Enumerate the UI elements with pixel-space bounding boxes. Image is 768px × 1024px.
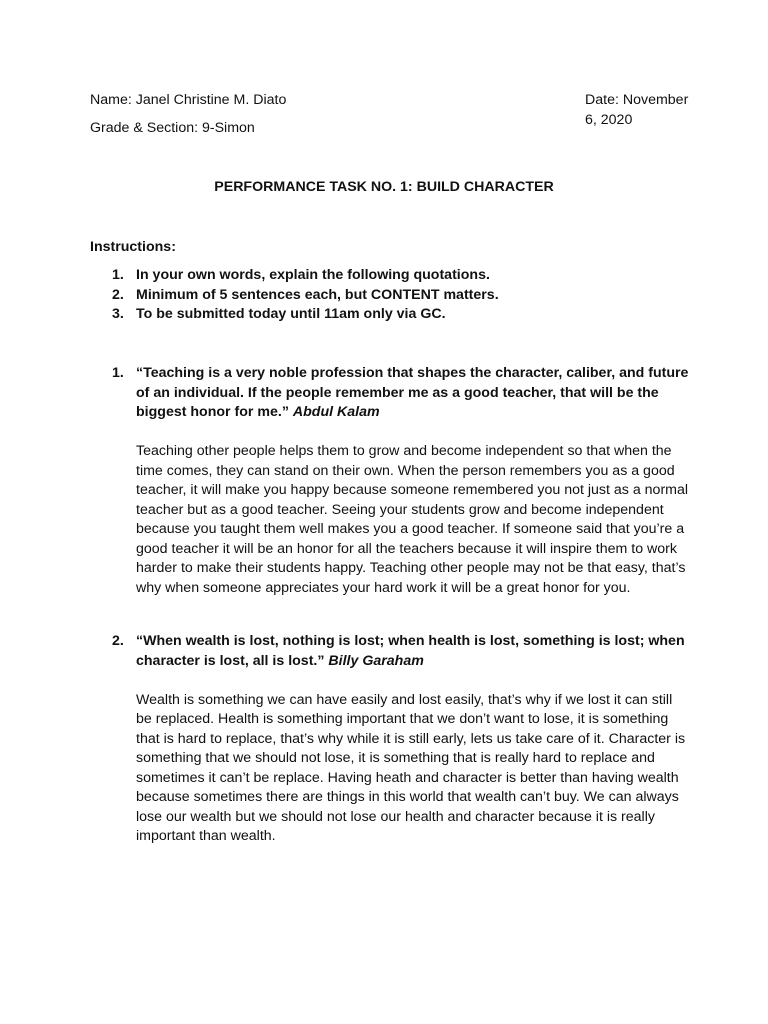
quote-author: Abdul Kalam xyxy=(292,404,380,420)
quote-text: “Teaching is a very noble profession that shapes the character, caliber, and future of an individual. If the people remember me as a good teacher, that will be the biggest honor for me.” xyxy=(136,365,689,420)
question-number: 1. xyxy=(112,365,124,381)
quotation xyxy=(90,632,690,671)
instruction-text: Minimum of 5 sentences each, but CONTENT matters. xyxy=(136,286,499,303)
grade-section: Grade & Section: 9-Simon xyxy=(90,120,255,136)
page-title: PERFORMANCE TASK NO. 1: BUILD CHARACTER xyxy=(214,179,554,195)
quotation xyxy=(90,364,690,423)
instruction-number: 1. xyxy=(112,267,124,283)
instruction-number: 3. xyxy=(112,306,124,322)
question-2 xyxy=(90,632,690,847)
date-text: Date: November 6, 2020 xyxy=(585,92,689,128)
question-number: 2. xyxy=(112,633,124,649)
answer-paragraph: Wealth is something we can have easily and lost easily, that’s why if we lost it can still be replaced. Health is something important that we don’t want to lose, it is something that is hard to replace, that’s why while it is still early, lets us take care of it. Character is something that we should not lose, it is something that is really hard to replace and sometimes it can’t be replace. Having heath and character is better than having wealth because sometimes there are things in this world that wealth can’t buy. We can always lose our wealth but we should not lose our health and character because it is really important than wealth. xyxy=(136,691,686,844)
instructions-list xyxy=(90,266,690,325)
grade-section-line xyxy=(90,119,690,139)
answer-paragraph: Teaching other people helps them to grow and become independent so that when the time comes, they can stand on their own. When the person remembers you as a good teacher, it will make you happy because someone remembered you not just as a normal teacher but as a good teacher. Seeing your students grow and become independent because you taught them well makes you a good teacher. If someone said that you’re a good teacher it will be an honor for all the teachers because it will inspire them to work harder to make their students happy. Teaching other people may not be that easy, that’s why when someone appreciates your hard work it will be a great honor for you. xyxy=(136,443,689,596)
instruction-item xyxy=(90,305,690,325)
instruction-number: 2. xyxy=(112,286,124,303)
instructions-heading: Instructions: xyxy=(90,239,176,255)
instruction-text: To be submitted today until 11am only via GC. xyxy=(136,306,446,322)
instruction-item xyxy=(90,266,690,286)
instruction-text: In your own words, explain the following quotations. xyxy=(136,267,490,283)
quote-text: “When wealth is lost, nothing is lost; when health is lost, something is lost; when character is lost, all is lost.” xyxy=(136,633,685,669)
student-name: Name: Janel Christine M. Diato xyxy=(90,92,287,108)
quote-author: Billy Garaham xyxy=(328,652,424,669)
question-1 xyxy=(90,364,690,598)
instruction-item xyxy=(90,286,690,306)
